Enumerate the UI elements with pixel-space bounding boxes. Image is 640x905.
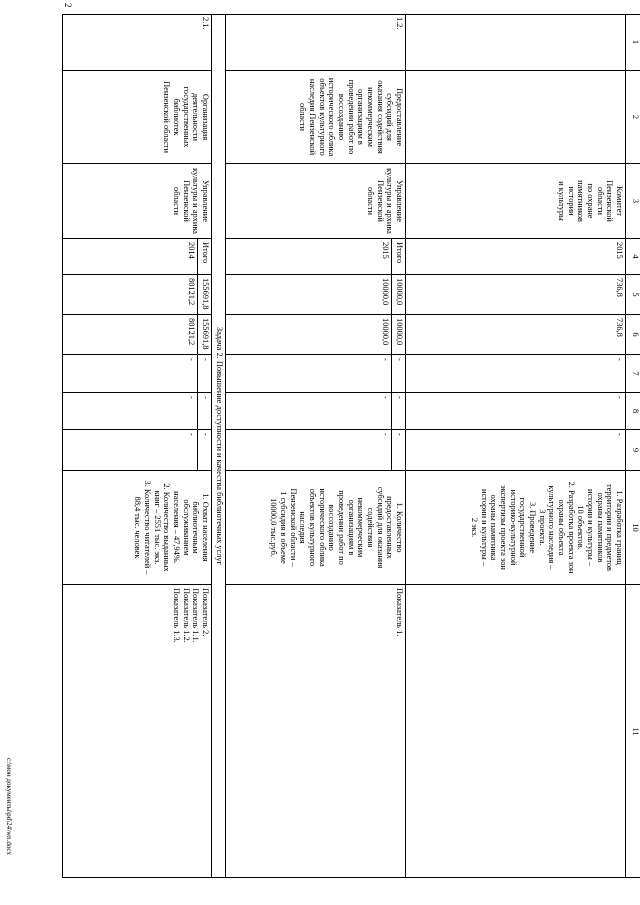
row-c-results: 1. Охват населения библиотечным обслуживанием населения – 47,94%. 2. Количество выданных книг – 2551 тыс. экз. 3. Количество читателей – 88,4 тыс. человек	[62, 470, 212, 584]
row-a-col9: -	[406, 429, 626, 470]
row-b-regional-budget	[226, 314, 406, 354]
row-c-total-label: Итого	[201, 242, 210, 264]
row-c-col5-total: 155691,8	[201, 278, 210, 310]
row-b-executor: Управление культуры и архива Пензенской области	[226, 163, 406, 238]
row-c-col8-year: -	[187, 396, 196, 399]
row-c-indicator: Показатель 2. Показатель 1.1. Показатель 1.2. Показатель 1.3.	[62, 584, 212, 878]
row-c-col9-year: -	[187, 433, 196, 436]
row-a-executor: Комитет Пензенской области по охране памятников истории и культуры	[406, 163, 626, 238]
row-a-col7: -	[406, 354, 626, 392]
row-c-total-funding	[62, 274, 212, 314]
row-b-col7	[226, 354, 406, 392]
row-a-indicator	[406, 584, 626, 878]
task-2-heading: Задача 2. Повышение доступности и качества библиотечных услуг	[211, 14, 226, 878]
row-c-col8	[62, 392, 212, 429]
header-cell-9: 9	[626, 429, 640, 470]
program-activities-table	[62, 14, 640, 878]
row-c-col7-total: -	[201, 358, 210, 361]
header-cell-4: 4	[626, 238, 640, 274]
row-b-total-funding	[226, 274, 406, 314]
row-a-regional-budget: 736,8	[406, 314, 626, 354]
header-cell-1: 1	[631, 39, 640, 45]
row-b-results: 1. Количество предоставленных субсидий для оказания содействия некоммерческим организациям в проведении работ по воссозданию исторического облика объектов культурного наследия Пензенской области – 1 субсидия в объеме 10000,0 тыс.руб.	[226, 470, 406, 584]
column-number-row	[625, 14, 640, 878]
row-c-regional-budget	[62, 314, 212, 354]
row-b-col9-year: -	[381, 433, 390, 436]
header-cell-5: 5	[626, 274, 640, 314]
row-b-col9	[226, 429, 406, 470]
header-cell-2: 2	[626, 70, 640, 163]
header-cell-3: 3	[626, 163, 640, 238]
row-b-indicator: Показатель 1.	[226, 584, 406, 878]
header-cell-8: 8	[626, 392, 640, 429]
row-c-col5-year: 80121,2	[187, 278, 196, 306]
row-a-total: 736,8	[406, 274, 626, 314]
row-b-col9-total: -	[395, 433, 404, 436]
row-b-col7-total: -	[395, 358, 404, 361]
row-a-col8: -	[406, 392, 626, 429]
row-c-col7	[62, 354, 212, 392]
row-a-results: 1. Разработка границ территории и предметов охраны памятников истории и культуры – 10 объектов. 2. Разработка проекта зон охраны объекта культурного наследия – 3 проекта. 3. Проведение государственной историко-культурной экспертизы проекта зон охраны памятника истории и культуры – 2 экз.	[406, 470, 626, 584]
header-cell-6: 6	[626, 314, 640, 354]
row-b-col8-year: -	[381, 396, 390, 399]
row-b-number: 1.2.	[395, 17, 404, 30]
row-b-col8	[226, 392, 406, 429]
row-c-col9-total: -	[201, 433, 210, 436]
header-cell-7: 7	[626, 354, 640, 392]
row-a-number	[406, 14, 626, 70]
row-b-col5-total: 10000,0	[395, 278, 404, 306]
row-c-col7-year: -	[187, 358, 196, 361]
row-b-total-label: Итого	[395, 242, 404, 264]
row-c-col6-year: 80121,2	[187, 318, 196, 346]
row-c-col8-total: -	[201, 396, 210, 399]
table-row-2-1	[62, 14, 212, 878]
table-row-continuation	[405, 14, 626, 878]
row-c-executor: Управление культуры и архива Пензенской области	[62, 163, 212, 238]
row-c-activity: Организация деятельности государственных библиотек Пензенской области	[62, 70, 212, 163]
header-cell-10: 10	[626, 470, 640, 584]
row-c-year: 2014	[187, 242, 196, 259]
row-c-number: 2.1.	[201, 17, 210, 30]
row-b-col8-total: -	[395, 396, 404, 399]
row-b-year: 2015	[381, 242, 390, 259]
row-b-col6-total: 10000,0	[395, 318, 404, 346]
footer-file-path: c:\мои документы\pd\24\wn.docx	[5, 758, 13, 855]
row-c-col6-total: 155691,8	[201, 318, 210, 350]
row-a-activity	[406, 70, 626, 163]
table-row-1-2	[225, 14, 406, 878]
row-c-col9	[62, 429, 212, 470]
row-b-col7-year: -	[381, 358, 390, 361]
row-c-period	[62, 238, 212, 274]
row-b-col6-year: 10000,0	[381, 318, 390, 346]
row-b-period	[226, 238, 406, 274]
row-a-year: 2015	[406, 238, 626, 274]
page-number: 2	[63, 3, 73, 8]
row-b-activity: Предоставление субсидий для оказания содействия некоммерческим организациям в проведении работ по воссозданию исторического облика объектов культурного наследия Пензенской области	[226, 70, 406, 163]
row-b-col5-year: 10000,0	[381, 278, 390, 306]
header-cell-11: 11	[626, 584, 640, 878]
